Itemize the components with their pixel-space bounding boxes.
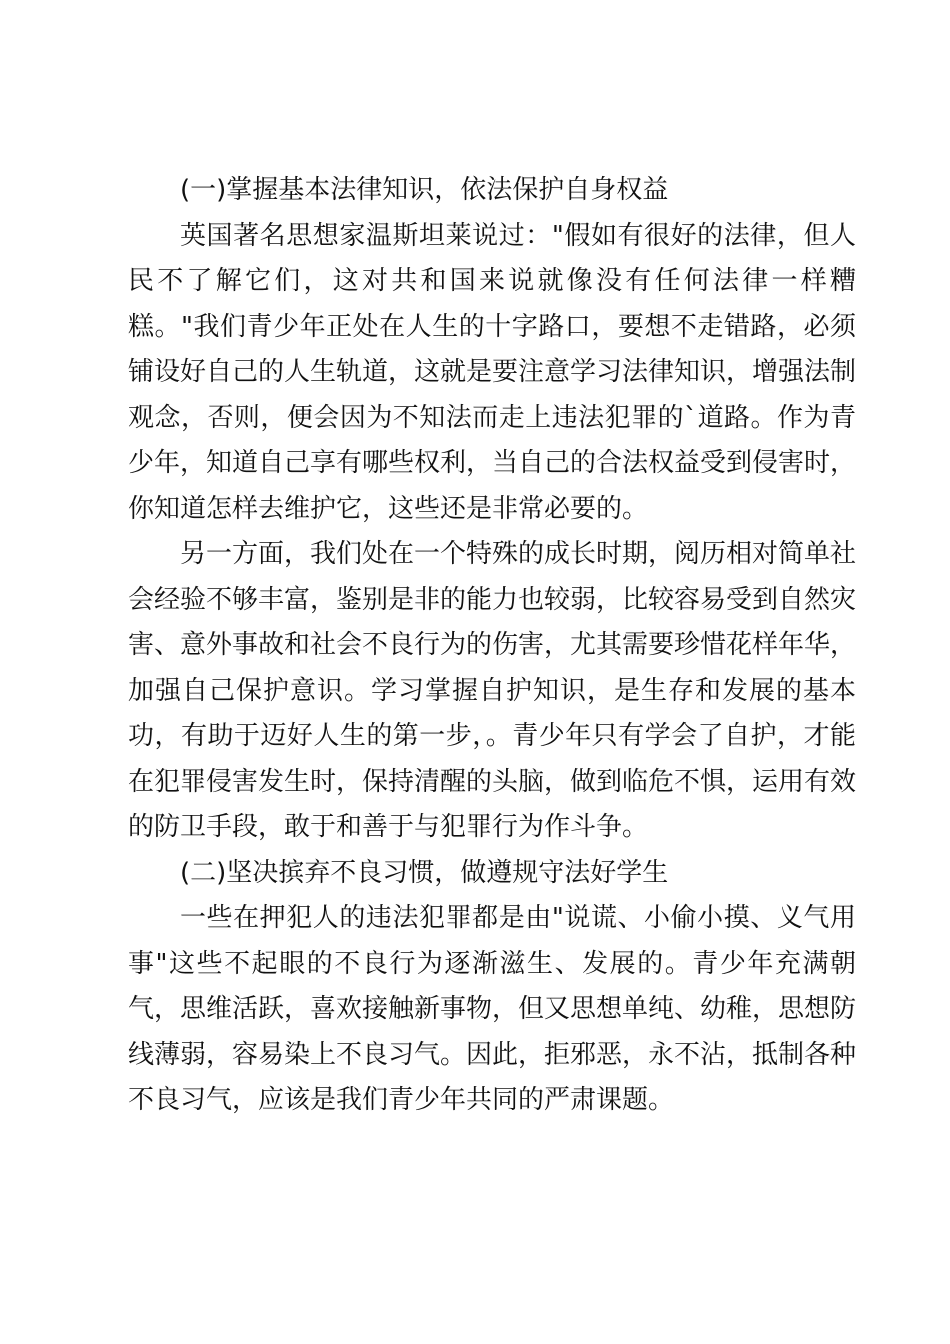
paragraph: 一些在押犯人的违法犯罪都是由"说谎、小偷小摸、义气用事"这些不起眼的不良行为逐渐滋生、发展的。青少年充满朝气，思维活跃，喜欢接触新事物，但又思想单纯、幼稚，思想防线薄弱，容易染上不良习气。因此，拒邪恶，永不沾，抵制各种不良习气，应该是我们青少年共同的严肃课题。	[128, 903, 857, 1115]
paragraph: 英国著名思想家温斯坦莱说过："假如有很好的法律，但人民不了解它们，这对共和国来说就像没有任何法律一样糟糕。"我们青少年正处在人生的十字路口，要想不走错路，必须铺设好自己的人生轨道，这就是要注意学习法律知识，增强法制观念，否则，便会因为不知法而走上违法犯罪的`道路。作为青少年，知道自己享有哪些权利，当自己的合法权益受到侵害时，你知道怎样去维护它，这些还是非常必要的。	[128, 220, 857, 524]
section-heading-2: (二)坚决摈弃不良习惯，做遵规守法好学生	[180, 857, 669, 888]
paragraph: 另一方面，我们处在一个特殊的成长时期，阅历相对简单社会经验不够丰富，鉴别是非的能力也较弱，比较容易受到自然灾害、意外事故和社会不良行为的伤害，尤其需要珍惜花样年华，加强自己保护意识。学习掌握自护知识，是生存和发展的基本功，有助于迈好人生的第一步，。青少年只有学会了自护，才能在犯罪侵害发生时，保持清醒的头脑，做到临危不惧，运用有效的防卫手段，敢于和善于与犯罪行为作斗争。	[128, 539, 857, 842]
document-body	[128, 168, 856, 1124]
section-heading-1: (一)掌握基本法律知识，依法保护自身权益	[180, 175, 669, 205]
